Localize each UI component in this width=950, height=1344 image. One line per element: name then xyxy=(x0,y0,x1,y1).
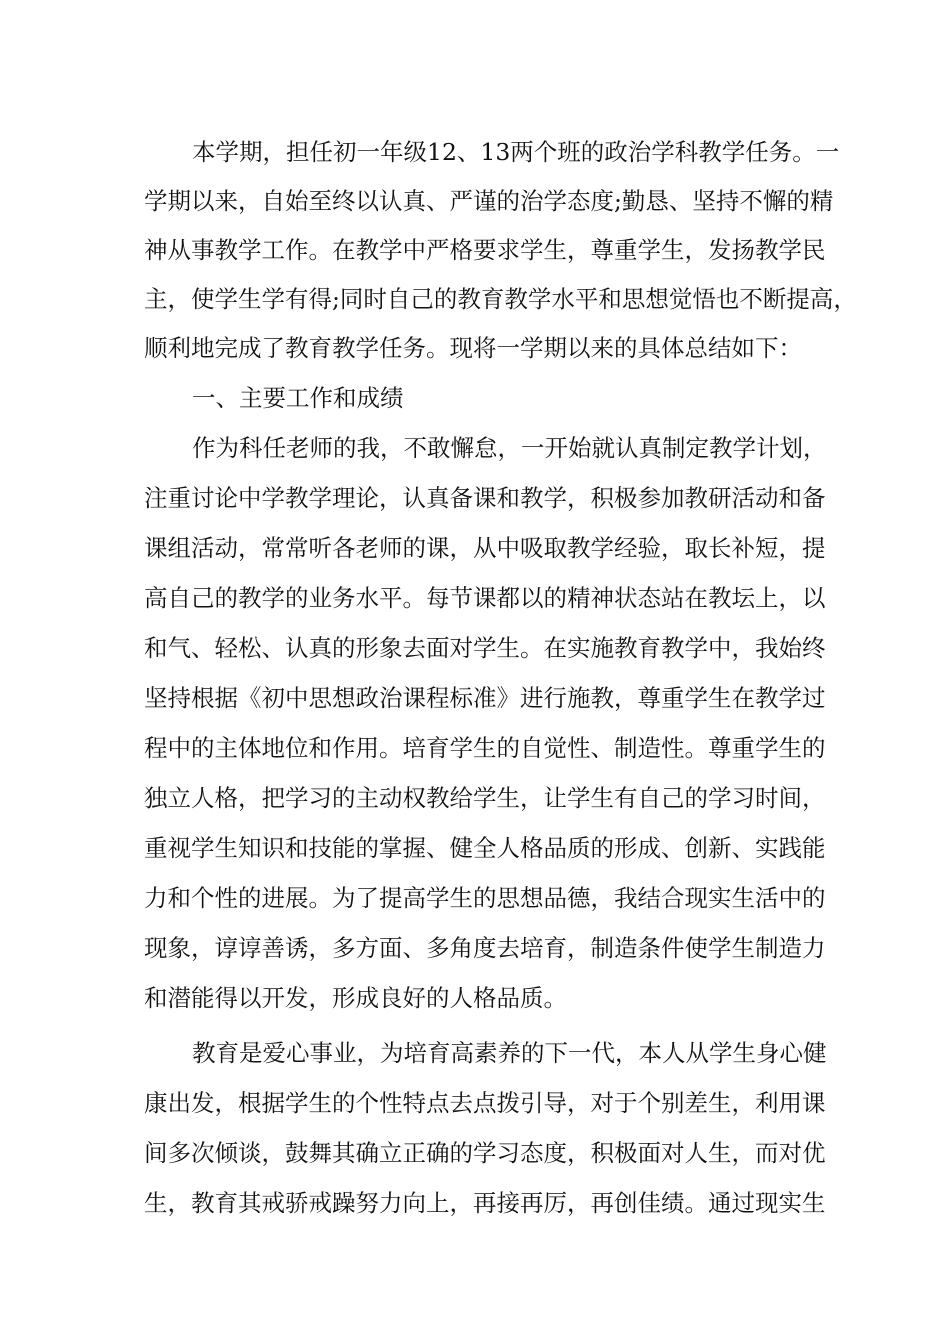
paragraph-2-line-7: 程中的主体地位和作用。培育学生的自觉性、制造性。尊重学生的 xyxy=(144,734,826,762)
section-heading: 一、主要工作和成绩 xyxy=(192,384,404,412)
paragraph-1-line-3: 神从事教学工作。在教学中严格要求学生，尊重学生，发扬教学民 xyxy=(144,236,826,264)
paragraph-1-line-1: 本学期，担任初一年级12、13两个班的政治学科教学任务。一 xyxy=(192,138,840,166)
paragraph-2-line-5: 和气、轻松、认真的形象去面对学生。在实施教育教学中，我始终 xyxy=(144,634,826,662)
paragraph-1-line-5: 顺利地完成了教育教学任务。现将一学期以来的具体总结如下： xyxy=(144,334,802,362)
paragraph-2-line-11: 现象，谆谆善诱，多方面、多角度去培育，制造条件使学生制造力 xyxy=(144,934,826,962)
paragraph-3-line-4: 生，教育其戒骄戒躁努力向上，再接再厉，再创佳绩。通过现实生 xyxy=(144,1189,826,1217)
paragraph-1-line-4: 主，使学生学有得;同时自己的教育教学水平和思想觉悟也不断提高， xyxy=(144,285,857,313)
paragraph-3-line-3: 间多次倾谈，鼓舞其确立正确的学习态度，积极面对人生，而对优 xyxy=(144,1139,826,1167)
paragraph-2-line-6: 坚持根据《初中思想政治课程标准》进行施教，尊重学生在教学过 xyxy=(144,684,826,712)
paragraph-3-line-2: 康出发，根据学生的个性特点去点拨引导，对于个别差生，利用课 xyxy=(144,1089,826,1117)
paragraph-2-line-9: 重视学生知识和技能的掌握、健全人格品质的形成、创新、实践能 xyxy=(144,834,826,862)
paragraph-3-line-1: 教育是爱心事业，为培育高素养的下一代，本人从学生身心健 xyxy=(192,1039,827,1067)
paragraph-2-line-12: 和潜能得以开发，形成良好的人格品质。 xyxy=(144,984,567,1012)
paragraph-2-line-2: 注重讨论中学教学理论，认真备课和教学，积极参加教研活动和备 xyxy=(144,484,826,512)
paragraph-2-line-8: 独立人格，把学习的主动权教给学生，让学生有自己的学习时间， xyxy=(144,784,826,812)
paragraph-1-line-2: 学期以来，自始至终以认真、严谨的治学态度;勤恳、坚持不懈的精 xyxy=(144,187,834,215)
paragraph-2-line-10: 力和个性的进展。为了提高学生的思想品德，我结合现实生活中的 xyxy=(144,884,826,912)
paragraph-2-line-3: 课组活动，常常听各老师的课，从中吸取教学经验，取长补短，提 xyxy=(144,534,826,562)
paragraph-2-line-1: 作为科任老师的我，不敢懈怠，一开始就认真制定教学计划， xyxy=(192,434,827,462)
paragraph-2-line-4: 高自己的教学的业务水平。每节课都以的精神状态站在教坛上，以 xyxy=(144,584,826,612)
